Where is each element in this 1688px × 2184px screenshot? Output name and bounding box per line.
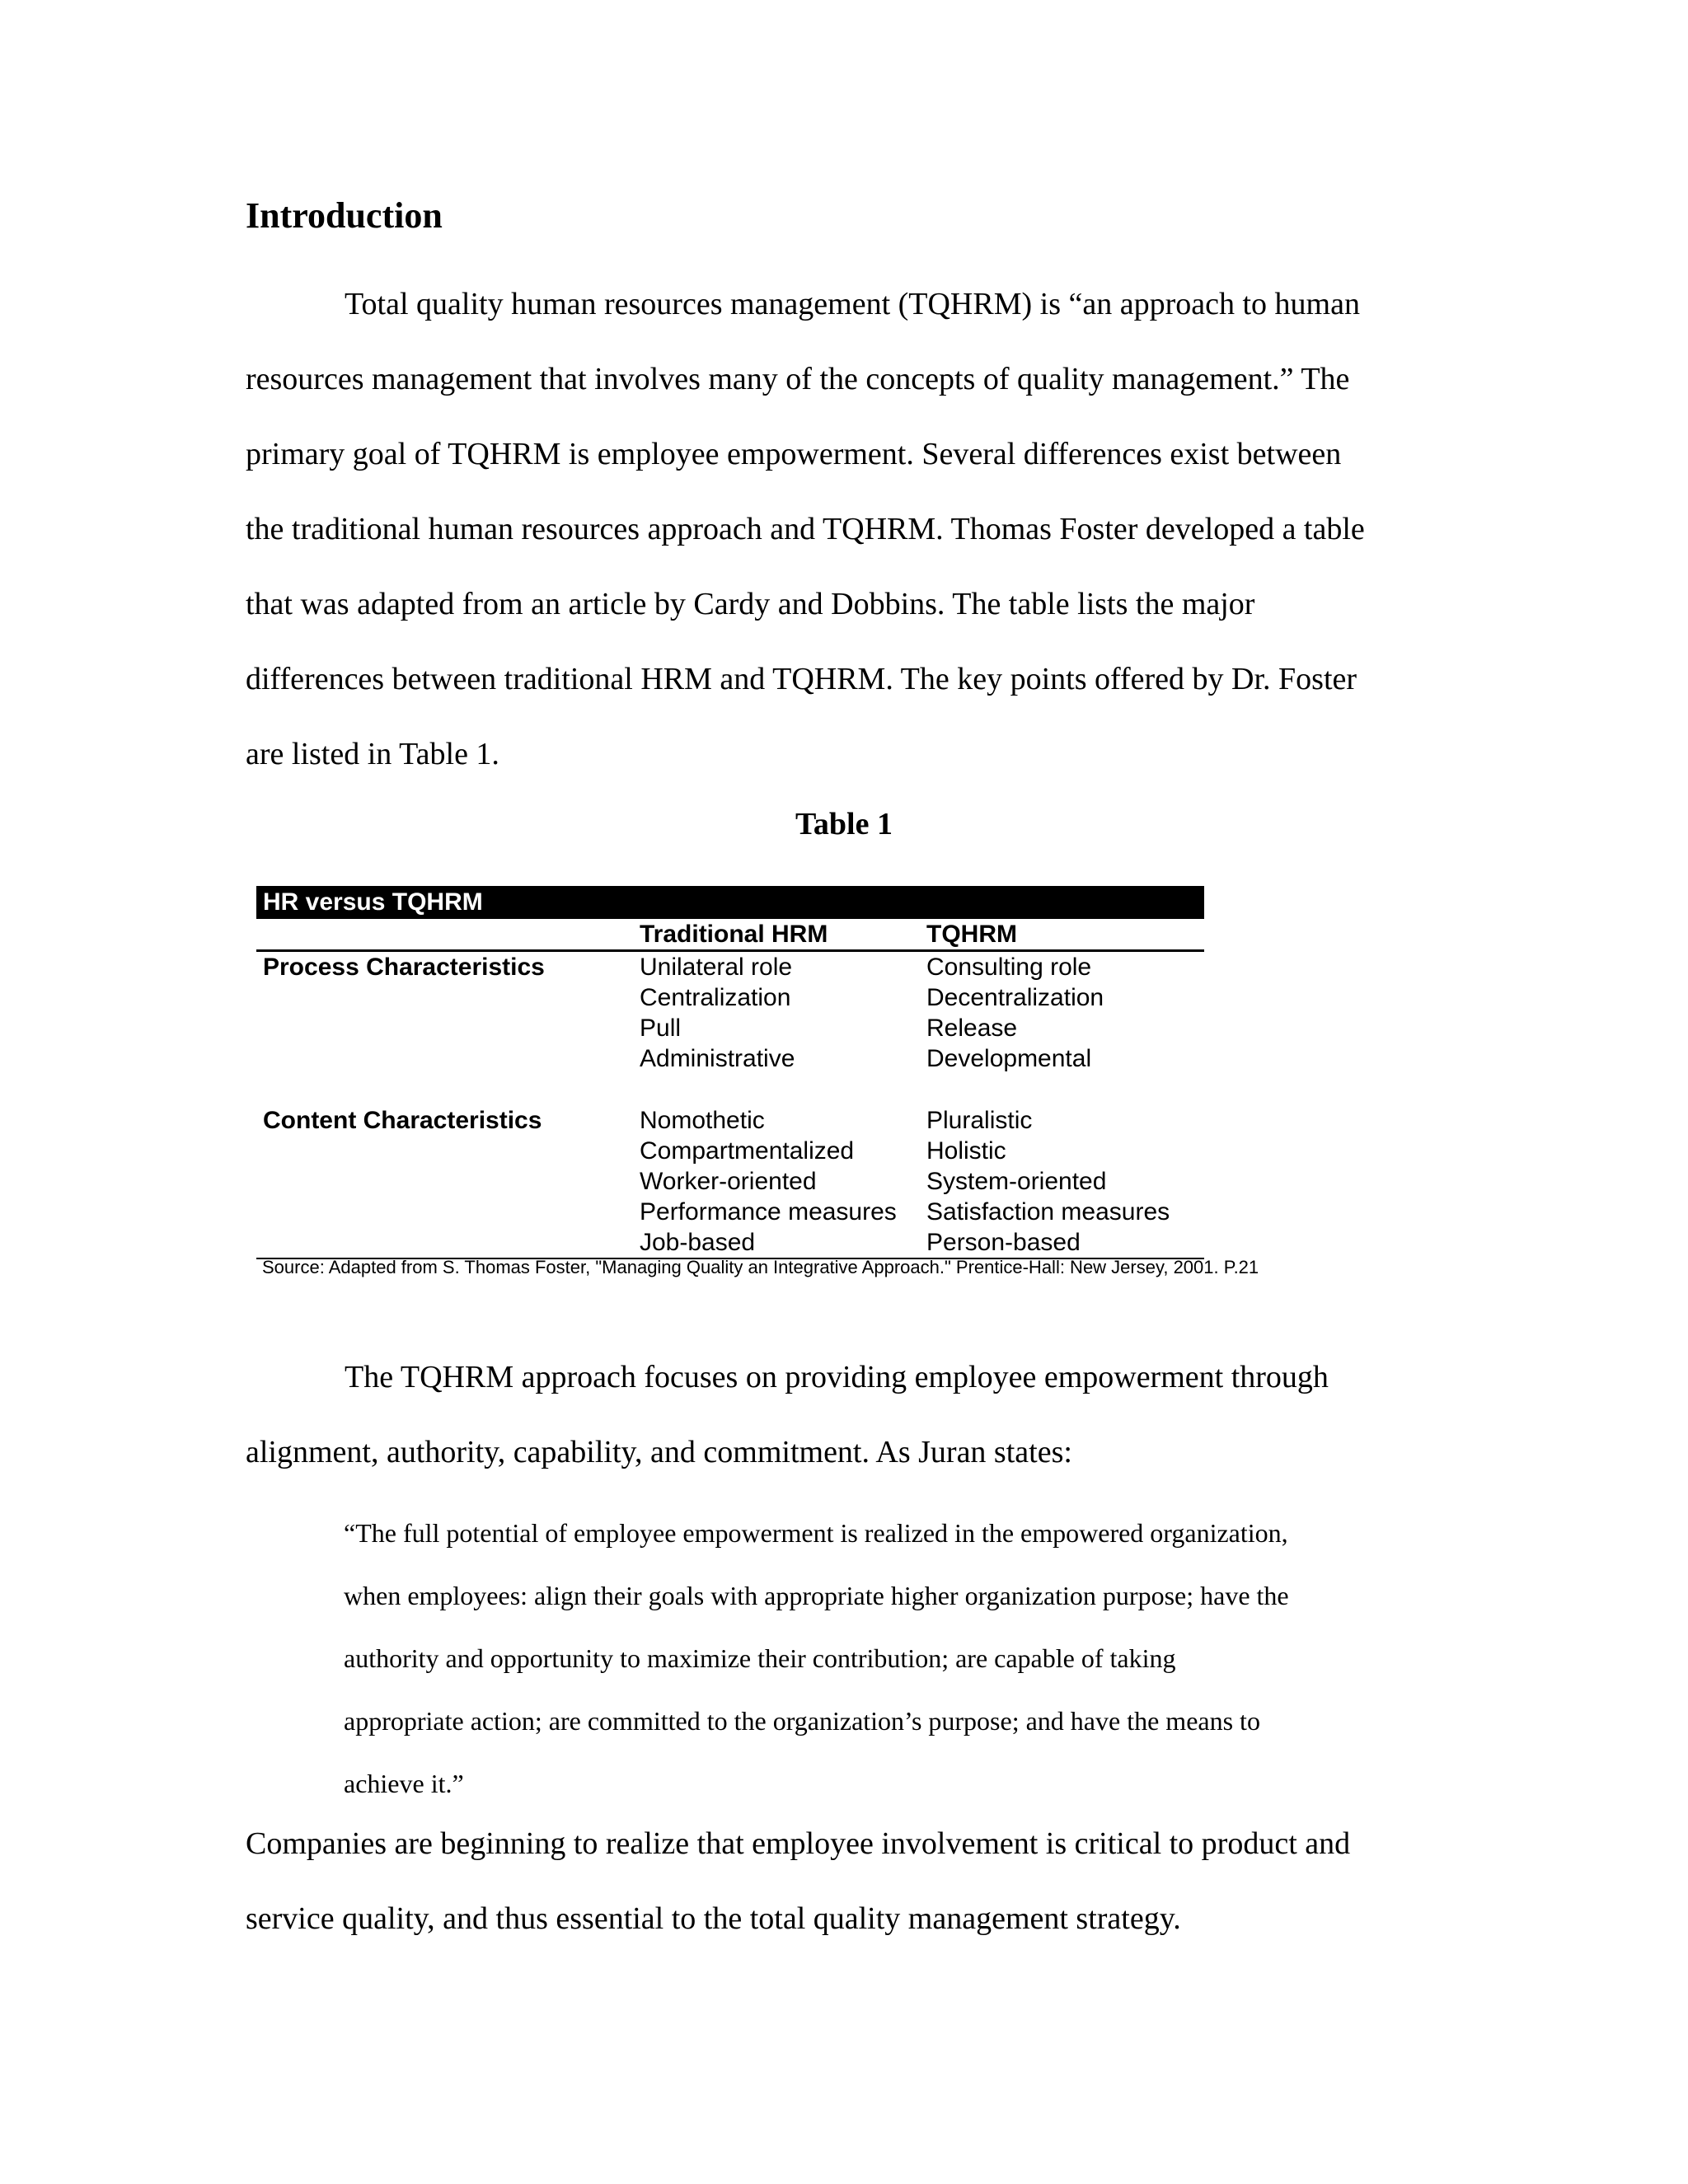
table-cell: Nomothetic xyxy=(640,1107,765,1134)
section-label: Process Characteristics xyxy=(263,954,545,981)
table-cell: Satisfaction measures xyxy=(926,1198,1170,1226)
table-cell: Consulting role xyxy=(926,954,1092,981)
text-line: that was adapted from an article by Cardy and Dobbins. The table lists the major xyxy=(246,587,1255,621)
block-quote xyxy=(344,1502,1407,1815)
table-cell: Compartmentalized xyxy=(640,1137,855,1165)
text-line: Companies are beginning to realize that employee involvement is critical to product and xyxy=(246,1826,1351,1861)
table-cell: Holistic xyxy=(926,1137,1006,1165)
text-line: alignment, authority, capability, and commitment. As Juran states: xyxy=(246,1435,1072,1469)
text-line: are listed in Table 1. xyxy=(246,737,499,771)
table-cell: Worker-oriented xyxy=(640,1168,817,1195)
quote-line: when employees: align their goals with appropriate higher organization purpose; have the xyxy=(344,1581,1289,1610)
text-line: Total quality human resources management (TQHRM) is “an approach to human xyxy=(345,287,1360,321)
table-source-note: Source: Adapted from S. Thomas Foster, "Managing Quality an Integrative Approach." Prentice-Hall: New Jersey, 2001. P.21 xyxy=(262,1257,1259,1277)
section-label: Content Characteristics xyxy=(263,1107,542,1134)
table-cell: Unilateral role xyxy=(640,954,793,981)
column-header-traditional-hrm: Traditional HRM xyxy=(640,921,828,948)
table-row xyxy=(256,1043,1204,1074)
table-row xyxy=(256,952,1204,982)
table-cell: Release xyxy=(926,1015,1018,1042)
table-cell: Pluralistic xyxy=(926,1107,1033,1134)
table-header-row xyxy=(256,919,1204,952)
table-caption: Table 1 xyxy=(795,807,893,841)
table-cell: Administrative xyxy=(640,1045,795,1072)
table-title: HR versus TQHRM xyxy=(256,886,1204,919)
table-row xyxy=(256,982,1204,1013)
column-header-tqhrm: TQHRM xyxy=(926,921,1017,948)
text-line: resources management that involves many of the concepts of quality management.” The xyxy=(246,362,1350,396)
table-cell: Centralization xyxy=(640,984,791,1011)
table-row xyxy=(256,1227,1204,1258)
table-row xyxy=(256,1136,1204,1166)
table-cell: Developmental xyxy=(926,1045,1092,1072)
intro-paragraph xyxy=(246,267,1449,792)
quote-line: authority and opportunity to maximize their contribution; are capable of taking xyxy=(344,1643,1176,1673)
table-row xyxy=(256,1166,1204,1197)
body-paragraph xyxy=(246,1340,1449,1490)
section-heading: Introduction xyxy=(246,195,443,236)
table-spacer xyxy=(256,1074,1204,1105)
table-row xyxy=(256,1197,1204,1227)
quote-line: “The full potential of employee empowerment is realized in the empowered organization, xyxy=(344,1518,1288,1548)
text-line: the traditional human resources approach and TQHRM. Thomas Foster developed a table xyxy=(246,512,1365,546)
table-cell: Pull xyxy=(640,1015,682,1042)
text-line: service quality, and thus essential to the total quality management strategy. xyxy=(246,1901,1181,1936)
table-row xyxy=(256,1105,1204,1136)
quote-line: achieve it.” xyxy=(344,1769,464,1798)
text-line: differences between traditional HRM and TQHRM. The key points offered by Dr. Foster xyxy=(246,662,1357,696)
quote-line: appropriate action; are committed to the organization’s purpose; and have the means to xyxy=(344,1706,1260,1736)
table-section-process xyxy=(256,952,1204,1074)
table-cell: Performance measures xyxy=(640,1198,897,1226)
table-section-content xyxy=(256,1105,1204,1258)
table-cell: System-oriented xyxy=(926,1168,1107,1195)
table-cell: Person-based xyxy=(926,1229,1081,1256)
text-line: primary goal of TQHRM is employee empowerment. Several differences exist between xyxy=(246,437,1342,471)
table-row xyxy=(256,1013,1204,1043)
comparison-table xyxy=(256,886,1204,1259)
table-cell: Decentralization xyxy=(926,984,1104,1011)
body-paragraph xyxy=(246,1807,1449,1957)
table-cell: Job-based xyxy=(640,1229,756,1256)
text-line: The TQHRM approach focuses on providing employee empowerment through xyxy=(345,1360,1329,1394)
